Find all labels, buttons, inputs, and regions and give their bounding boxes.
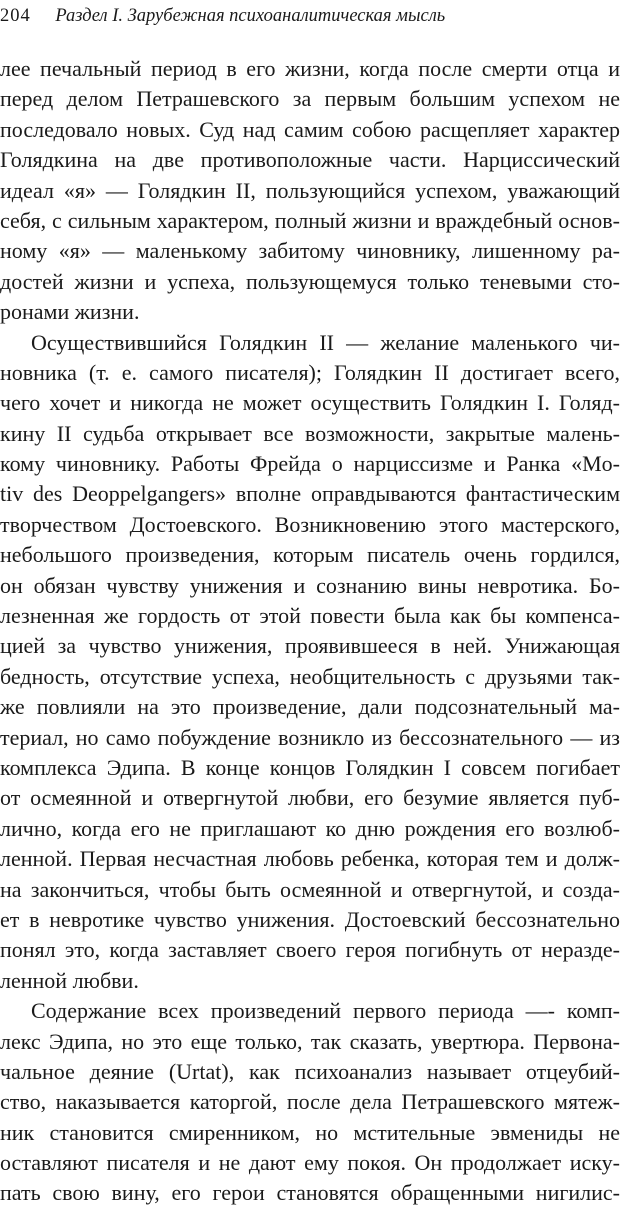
text-line: последовало новых. Суд над самим собою расщепляет характер — [0, 116, 620, 142]
body-text — [0, 54, 620, 1209]
text-line: новника (т. е. самого писателя); Голядкин II достигает всего, — [0, 359, 620, 385]
text-line: оставляют писателя и не дают ему покоя. Он продолжает иску- — [0, 1150, 620, 1176]
text-line: tiv des Deoppelgangers» вполне оправдываются фантастическим — [0, 481, 620, 507]
text-line: цией за чувство унижения, проявившееся в ней. Унижающая — [0, 633, 620, 659]
running-title: Раздел I. Зарубежная психоаналитическая мысль — [55, 6, 446, 26]
text-line: перед делом Петрашевского за первым большим успехом не — [0, 86, 620, 112]
text-line: идеал «я» — Голядкин II, пользующийся успехом, уважающий — [0, 177, 620, 203]
text-line: же повлияли на это произведение, дали подсознательный ма- — [0, 694, 620, 720]
text-line: ник становится смиренником, но мстительные эвмениды не — [0, 1119, 620, 1145]
text-line: лезненная же гордость от этой повести была как бы компенса- — [0, 603, 620, 629]
text-line: териал, но само побуждение возникло из бессознательного — из — [0, 724, 620, 750]
page-number: 204 — [0, 6, 31, 26]
text-line: пать свою вину, его герои становятся обращенными нигилис- — [0, 1180, 620, 1206]
text-line: ство, наказывается каторгой, после дела Петрашевского мятеж- — [0, 1089, 620, 1115]
text-line: лично, когда его не приглашают ко дню рождения его возлюб- — [0, 815, 620, 841]
paragraph — [0, 54, 620, 328]
text-line: кину II судьба открывает все возможности, закрытые малень- — [0, 420, 620, 446]
text-line: ленной любви. — [0, 967, 139, 993]
text-line: ет в невротике чувство унижения. Достоевский бессознательно — [0, 906, 620, 932]
text-line: на закончиться, чтобы быть осмеянной и отвергнутой, и созда- — [0, 876, 620, 902]
text-line: достей жизни и успеха, пользующемуся только теневыми сто- — [0, 268, 620, 294]
text-line: чего хочет и никогда не может осуществить Голядкин I. Голяд- — [0, 390, 620, 416]
text-line: от осмеянной и отвергнутой любви, его безумие является пуб- — [0, 785, 620, 811]
text-line: понял это, когда заставляет своего героя погибнуть от неразде- — [0, 937, 620, 963]
text-line: лекс Эдипа, но это еще только, так сказать, увертюра. Первона- — [0, 1028, 620, 1054]
text-line: чальное деяние (Urtat), как психоанализ называет отцеубий- — [0, 1058, 620, 1084]
text-line: ному «я» — маленькому забитому чиновнику, лишенному ра- — [0, 238, 620, 264]
text-line: Голядкина на две противоположные части. Нарциссический — [0, 147, 620, 173]
text-line: ленной. Первая несчастная любовь ребенка, которая тем и долж- — [0, 846, 620, 872]
text-line: себя, с сильным характером, полный жизни и враждебный основ- — [0, 207, 620, 233]
running-header — [0, 2, 620, 30]
text-line: он обязан чувству унижения и сознанию вины невротика. Бо- — [0, 572, 620, 598]
text-line: ронами жизни. — [0, 299, 140, 325]
text-line: небольшого произведения, которым писатель очень гордился, — [0, 542, 620, 568]
text-line: бедность, отсутствие успеха, необщительность с друзьями так- — [0, 663, 620, 689]
paragraph — [0, 996, 620, 1209]
text-line: творчеством Достоевского. Возникновению этого мастерского, — [0, 511, 620, 537]
text-line: Содержание всех произведений первого периода —- комп- — [31, 998, 620, 1024]
paragraph — [0, 328, 620, 997]
text-line: кому чиновнику. Работы Фрейда о нарциссизме и Ранка «Mo- — [0, 451, 620, 477]
text-line: комплекса Эдипа. В конце концов Голядкин I совсем погибает — [0, 754, 620, 780]
text-line: лее печальный период в его жизни, когда после смерти отца и — [0, 56, 620, 81]
text-line: Осуществившийся Голядкин II — желание маленького чи- — [31, 329, 620, 355]
